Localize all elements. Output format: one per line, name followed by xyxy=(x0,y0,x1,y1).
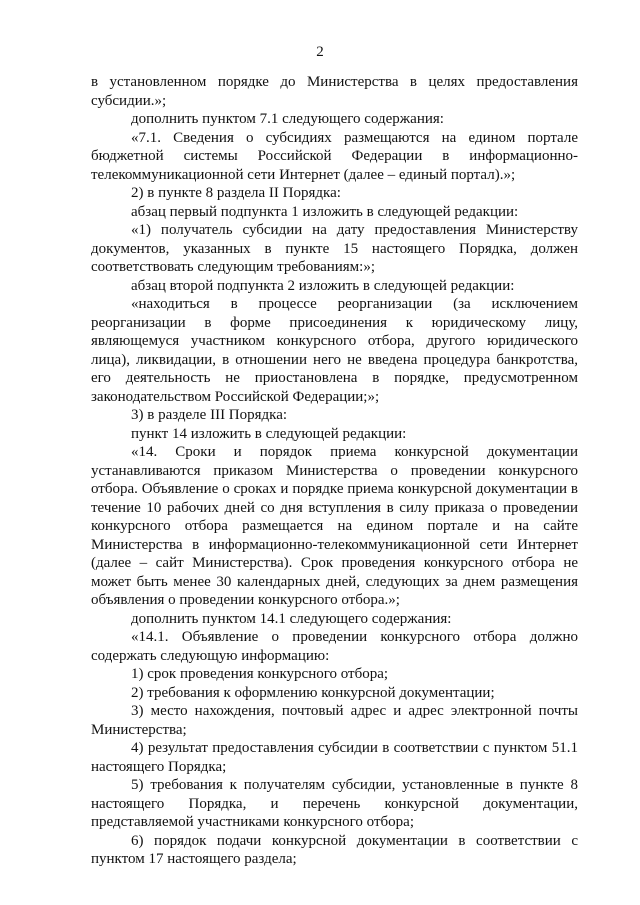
paragraph: «находиться в процессе реорганизации (за исключением реорганизации в форме присоединения к юридическому лицу, являющемуся участником конкурсного отбора, другого юридического лица), ликвидации, в отношении него не введена процедура банкротства, его деятельность не приостановлена в порядке, предусмотренном законодательством Российской Федерации;»; xyxy=(91,296,578,405)
paragraph: 3) в разделе III Порядка: xyxy=(131,407,288,423)
paragraph: 4) результат предоставления субсидии в соответствии с пунктом 51.1 настоящего Порядка; xyxy=(91,740,578,775)
paragraph: дополнить пунктом 14.1 следующего содержания: xyxy=(131,610,452,627)
paragraph: дополнить пунктом 7.1 следующего содержания: xyxy=(131,111,444,127)
paragraph: абзац первый подпункта 1 изложить в следующей редакции: xyxy=(131,203,519,220)
paragraph: пункт 14 изложить в следующей редакции: xyxy=(131,425,407,442)
paragraph: «14. Сроки и порядок приема конкурсной документации устанавливаются приказом Министерства о проведении конкурсного отбора. Объявление о сроках и порядке приема конкурсной документации в течение 10 рабочих дней со дня вступления в силу приказа о проведении конкурсного отбора размещается на едином портале и на сайте Министерства в информационно-телекоммуникационной сети Интернет (далее – сайт Министерства). Срок проведения конкурсного отбора не может быть менее 30 календарных дней, следующих за днем размещения объявления о проведении конкурсного отбора.»; xyxy=(91,444,578,608)
paragraph: «7.1. Сведения о субсидиях размещаются на едином портале бюджетной системы Российской Федерации в информационно-телекоммуникационной сети Интернет (далее – единый портал).»; xyxy=(91,129,578,183)
document-body xyxy=(91,73,578,869)
paragraph: 5) требования к получателям субсидии, установленные в пункте 8 настоящего Порядка, и перечень конкурсной документации, представляемой участниками конкурсного отбора; xyxy=(91,777,578,830)
paragraph: «1) получатель субсидии на дату предоставления Министерству документов, указанных в пункте 15 настоящего Порядка, должен соответствовать следующим требованиям:»; xyxy=(91,222,578,275)
paragraph: в установленном порядке до Министерства в целях предоставления субсидии.»; xyxy=(91,74,578,109)
paragraph: «14.1. Объявление о проведении конкурсного отбора должно содержать следующую информацию: xyxy=(91,629,578,664)
paragraph: абзац второй подпункта 2 изложить в следующей редакции: xyxy=(131,277,515,294)
paragraph: 3) место нахождения, почтовый адрес и адрес электронной почты Министерства; xyxy=(91,703,578,738)
page-number: 2 xyxy=(316,44,324,60)
paragraph: 1) срок проведения конкурсного отбора; xyxy=(131,666,389,682)
paragraph: 2) в пункте 8 раздела II Порядка: xyxy=(131,185,341,201)
paragraph: 6) порядок подачи конкурсной документации в соответствии с пунктом 17 настоящего раздела; xyxy=(91,832,578,867)
paragraph: 2) требования к оформлению конкурсной документации; xyxy=(131,684,495,701)
